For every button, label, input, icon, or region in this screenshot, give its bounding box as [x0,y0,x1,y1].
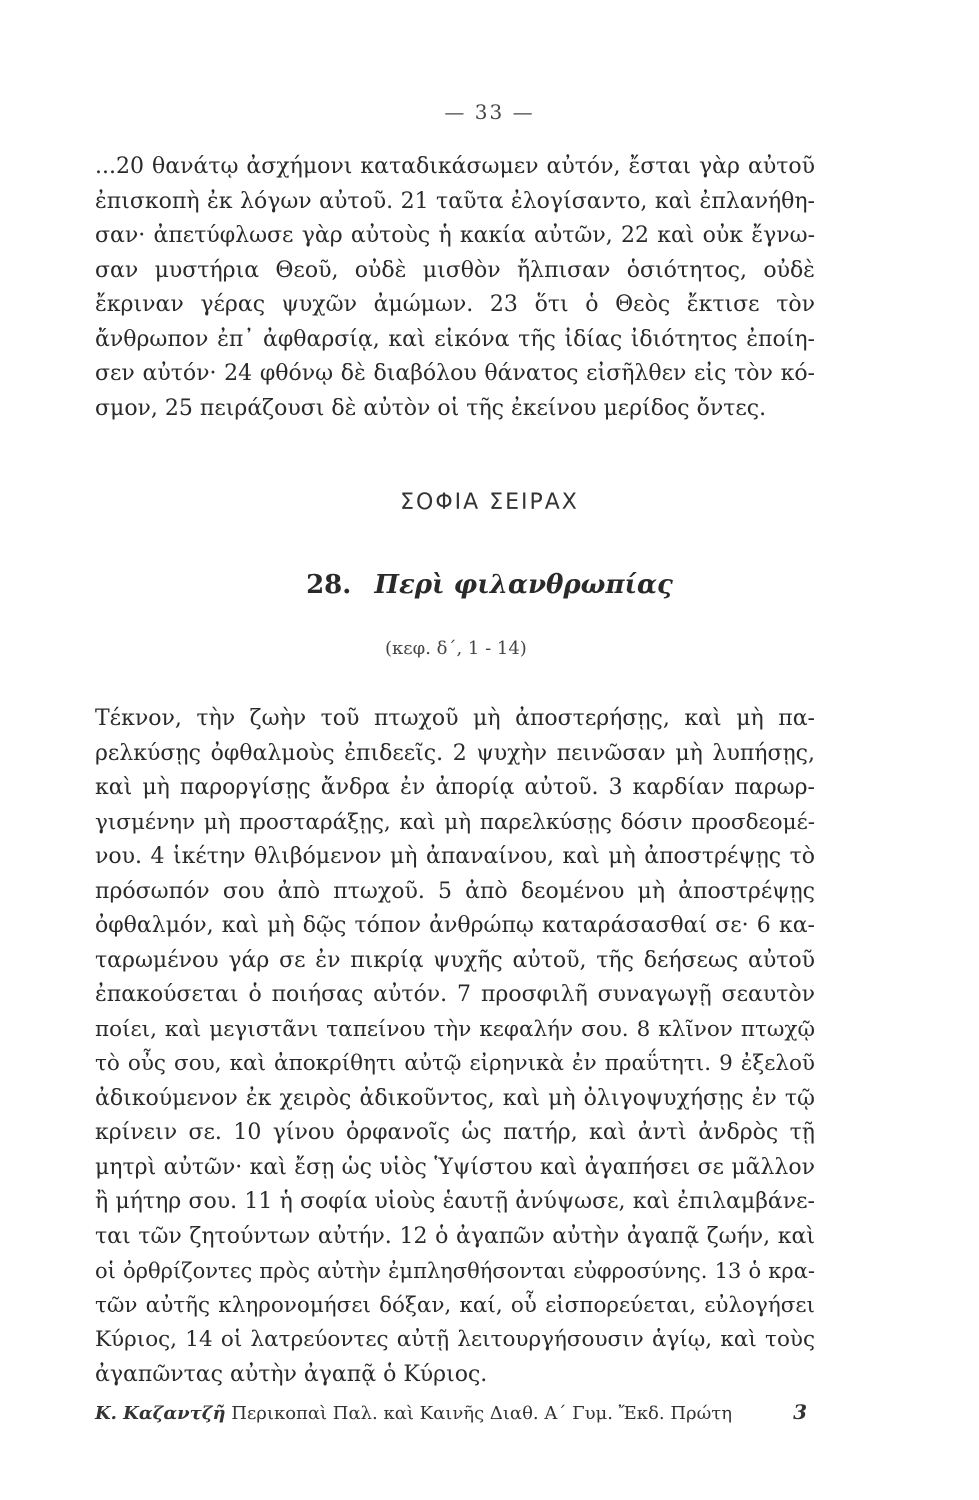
text-line: νου. 4 ἱκέτην θλιβόμενον μὴ ἀπαναίνου, καὶ μὴ ἀποστρέψῃς τὸ [95,844,815,869]
text-line: Κύριος, 14 οἱ λατρεύοντες αὐτῇ λειτουργήσουσιν ἁγίῳ, καὶ τοὺς [95,1327,815,1352]
footer-author: Κ. Καζαντζῆ [95,1403,226,1424]
text-line: ἀδικούμενον ἐκ χειρὸς ἀδικοῦντος, καὶ μὴ ὀλιγοψυχήσῃς ἐν τῷ [95,1085,815,1111]
text-line: ἄνθρωπον ἐπ᾽ ἀφθαρσίᾳ, καὶ εἰκόνα τῆς ἰδίας ἰδιότητος ἐποίη- [95,326,815,352]
page-footer [95,1400,807,1424]
text-line: ἀγαπῶντας αὐτὴν ἀγαπᾷ ὁ Κύριος. [95,1361,488,1387]
text-line: ται τῶν ζητούντων αὐτήν. 12 ὁ ἀγαπῶν αὐτὴν ἀγαπᾷ ζωήν, καὶ [95,1223,815,1249]
text-line: ...20 θανάτῳ ἀσχήμονι καταδικάσωμεν αὐτόν, ἔσται γὰρ αὐτοῦ [95,154,815,179]
text-line: τὸ οὖς σου, καὶ ἀποκρίθητι αὐτῷ εἰρηνικὰ ἐν πραΰτητι. 9 ἐξελοῦ [95,1051,815,1076]
text-line: ταρωμένου γάρ σε ἐν πικρίᾳ ψυχῆς αὐτοῦ, τῆς δεήσεως αὐτοῦ [95,947,815,973]
section-title: ΣΟΦΙΑ ΣΕΙΡΑΧ [400,490,579,515]
text-line: πρόσωπόν σου ἀπὸ πτωχοῦ. 5 ἀπὸ δεομένου μὴ ἀποστρέψῃς [95,878,815,904]
footer-signature-mark: 3 [793,1400,807,1424]
text-line: σαν· ἀπετύφλωσε γὰρ αὐτοὺς ἡ κακία αὐτῶν, 22 καὶ οὐκ ἔγνω- [95,223,815,248]
text-line: ἔκριναν γέρας ψυχῶν ἀμώμων. 23 ὅτι ὁ Θεὸς ἔκτισε τὸν [95,292,815,317]
chapter-heading [0,570,979,600]
footer-text: Περικοπαὶ Παλ. καὶ Καινῆς Διαθ. Α΄ Γυμ. Ἔκδ. Πρώτη [231,1403,733,1424]
text-line: Τέκνον, τὴν ζωὴν τοῦ πτωχοῦ μὴ ἀποστερήσῃς, καὶ μὴ πα- [95,706,815,731]
text-line: ὀφθαλμόν, καὶ μὴ δῷς τόπον ἀνθρώπῳ καταράσασθαί σε· 6 κα- [95,913,815,938]
text-line: κρίνειν σε. 10 γίνου ὀρφανοῖς ὡς πατήρ, καὶ ἀντὶ ἀνδρὸς τῇ [95,1120,815,1145]
text-line: καὶ μὴ παροργίσῃς ἄνδρα ἐν ἀπορίᾳ αὐτοῦ. 3 καρδίαν παρωρ- [95,775,815,800]
page-number: — 33 — [444,100,535,124]
chapter-reference: (κεφ. δ΄, 1 - 14) [385,638,527,659]
text-line: ρελκύσῃς ὀφθαλμοὺς ἐπιδεεῖς. 2 ψυχὴν πεινῶσαν μὴ λυπήσῃς, [95,740,815,766]
text-line: μητρὶ αὐτῶν· καὶ ἔσῃ ὡς υἱὸς Ὑψίστου καὶ ἀγαπήσει σε μᾶλλον [95,1154,815,1180]
text-line: γισμένην μὴ προσταράξῃς, καὶ μὴ παρελκύσῃς δόσιν προσδεομέ- [95,809,815,835]
text-line: ποίει, καὶ μεγιστᾶνι ταπείνου τὴν κεφαλήν σου. 8 κλῖνον πτωχῷ [95,1016,815,1042]
text-line: σεν αὐτόν· 24 φθόνῳ δὲ διαβόλου θάνατος εἰσῆλθεν εἰς τὸν κό- [95,361,815,386]
chapter-title: Περὶ φιλανθρωπίας [374,570,673,600]
text-line: ἐπακούσεται ὁ ποιήσας αὐτόν. 7 προσφιλῆ συναγωγῇ σεαυτὸν [95,982,815,1007]
text-line: τῶν αὐτῆς κληρονομήσει δόξαν, καί, οὗ εἰσπορεύεται, εὐλογήσει [95,1292,815,1318]
footer-citation [95,1403,732,1424]
text-line: σαν μυστήρια Θεοῦ, οὐδὲ μισθὸν ἤλπισαν ὁσιότητος, οὐδὲ [95,257,815,283]
text-line: σμον, 25 πειράζουσι δὲ αὐτὸν οἱ τῆς ἐκείνου μερίδος ὄντες. [95,395,767,421]
chapter-number: 28. [306,570,352,600]
text-line: οἱ ὀρθρίζοντες πρὸς αὐτὴν ἐμπλησθήσονται εὐφροσύνης. 13 ὁ κρα- [95,1259,815,1283]
text-line: ἢ μήτηρ σου. 11 ἡ σοφία υἱοὺς ἑαυτῇ ἀνύψωσε, καὶ ἐπιλαμβάνε- [95,1189,815,1214]
top-text-block [95,150,815,426]
main-text-block [95,702,815,1392]
text-line: ἐπισκοπὴ ἐκ λόγων αὐτοῦ. 21 ταῦτα ἐλογίσαντο, καὶ ἐπλανήθη- [95,188,815,214]
